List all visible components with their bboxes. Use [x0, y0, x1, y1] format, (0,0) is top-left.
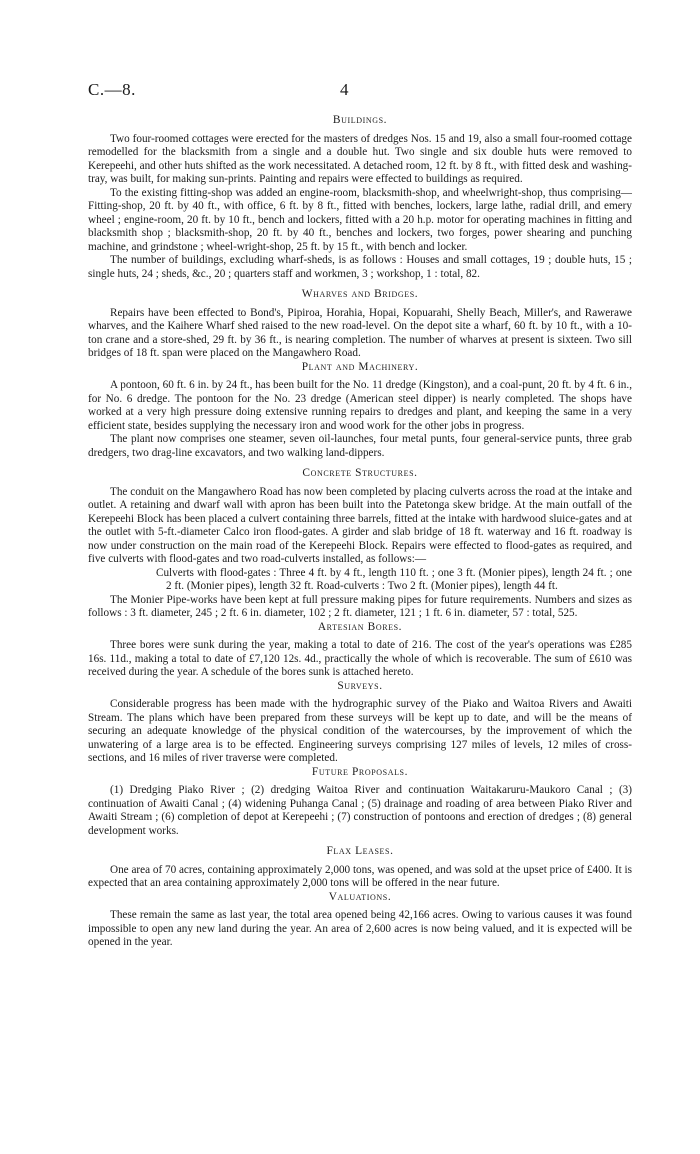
paragraph: Three bores were sunk during the year, making a total to date of 216. The cost of the year's operations was £285 16s. 11d., making a total to date of £7,120 12s. 4d., practically the whole of which is recoverable. The sum of £610 was received during the year. A schedule of the bores sunk is attached hereto.: [88, 639, 632, 678]
paragraph: (1) Dredging Piako River ; (2) dredging Waitoa River and continuation Waitakaruru-Maukoro Canal ; (3) continuation of Awaiti Canal ; (4) widening Puhanga Canal ; (5) drainage and roading of area between Piako River and Awaiti Stream ; (6) completion of depot at Kerepeehi ; (7) construction of pontoons and erection of dredges ; (8) general development works.: [88, 784, 632, 837]
section-concrete-structures: [88, 467, 632, 621]
section-heading: Concrete Structures.: [302, 467, 418, 479]
section-heading: Surveys.: [337, 679, 383, 692]
paragraph: The conduit on the Mangawhero Road has now been completed by placing culverts across the road at the intake and outlet. A retaining and dwarf wall with apron has been built into the Patetonga skew bridge. At the main outfall of the Kerepeehi Block has been placed a culvert containing three barrels, fitted at the intake with hardwood sluice-gates and at the outlet with 5-ft.-diameter Calco iron flood-gates. A girder and slab bridge of 18 ft. waterway and 16 ft. roadway is now under construction on the main road of the Kerepeehi Block. Repairs were effected to flood-gates as required, and five culverts with flood-gates and two road-culverts installed, as follows:—: [88, 485, 632, 565]
paragraph: One area of 70 acres, containing approximately 2,000 tons, was opened, and was sold at the upset price of £400. It is expected that an area containing approximately 2,000 tons will be offered in the near future.: [88, 863, 632, 889]
paragraph: The number of buildings, excluding wharf-sheds, is as follows : Houses and small cottages, 19 ; double huts, 15 ; single huts, 24 ; sheds, &c., 20 ; quarters staff and workmen, 3 ; workshop, 1 : total, 82.: [88, 254, 632, 280]
paragraph: Repairs have been effected to Bond's, Pipiroa, Horahia, Hopai, Kopuarahi, Shelly Beach, Miller's, and Rawerawe wharves, and the Kaihere Wharf shed raised to the new road-level. On the depot site a wharf, 60 ft. by 10 ft., with a 10-ton crane and a store-shed, 29 ft. by 36 ft., is nearing completion. The number of wharves at present is sixteen. Two sill bridges of 18 ft. span were placed on the Mangawhero Road.: [88, 306, 632, 359]
section-heading: Wharves and Bridges.: [301, 288, 419, 300]
section-flax-leases: [88, 845, 632, 891]
paragraph: The plant now comprises one steamer, seven oil-launches, four metal punts, four general-service punts, three grab dredgers, two drag-line excavators, and two walking land-dippers.: [88, 433, 632, 459]
section-wharves-bridges: [88, 288, 632, 361]
section-heading: Plant and Machinery.: [301, 360, 419, 373]
paragraph: Two four-roomed cottages were erected for the masters of dredges Nos. 15 and 19, also a small four-roomed cottage remodelled for the blacksmith from a single and a double hut. Two single and six double huts were removed to Kerepeehi, and other huts shifted as the work necessitated. A detached room, 12 ft. by 8 ft., with fitted desk and washing-tray, was built, for making sun-prints. Painting and repairs were effected to buildings as required.: [88, 132, 632, 185]
section-heading: Artesian Bores.: [317, 620, 403, 633]
page-number: 4: [340, 80, 349, 99]
paragraph: Considerable progress has been made with the hydrographic survey of the Piako and Waitoa Rivers and Awaiti Stream. The plans which have been prepared from these surveys will be kept up to date, and will be the means of securing an adequate knowledge of the physical condition of the watercourses, by the improvement of which the unwatering of a large area is to be effected. Engineering surveys comprising 127 miles of levels, 12 miles of cross-sections, and 16 miles of river traverse were completed.: [88, 698, 632, 764]
section-surveys: [88, 680, 632, 766]
report-code: C.—8.: [88, 80, 136, 99]
paragraph: To the existing fitting-shop was added an engine-room, blacksmith-shop, and wheelwright-shop, thus comprising—Fitting-shop, 20 ft. by 40 ft., with office, 6 ft. by 8 ft., fitted with benches, lockers, large lathe, radial drill, and emery wheel ; engine-room, 20 ft. by 10 ft., bench and lockers, fitted with a 20 h.p. motor for operating machines in fitting and blacksmith shop ; blacksmith-shop, 20 ft. by 40 ft., benches and lockers, two forges, power shearing and punching machine, and grindstone ; wheel-wright-shop, 25 ft. by 15 ft., with bench and locker.: [88, 186, 632, 253]
section-heading: Flax Leases.: [326, 845, 394, 857]
paragraph: The Monier Pipe-works have been kept at full pressure making pipes for future requirements. Numbers and sizes as follows : 3 ft. diameter, 245 ; 2 ft. 6 in. diameter, 102 ; 2 ft. diameter, 121 ; 1 ft. 6 in. diameter, 57 : total, 525.: [88, 593, 632, 619]
section-heading: Valuations.: [328, 890, 392, 903]
section-valuations: [88, 891, 632, 950]
report-body: [88, 114, 632, 950]
section-plant-machinery: [88, 361, 632, 461]
section-future-proposals: [88, 766, 632, 839]
section-heading: Future Proposals.: [311, 765, 409, 778]
culvert-list: Culverts with flood-gates : Three 4 ft. by 4 ft., length 110 ft. ; one 3 ft. (Monier pipes), length 24 ft. ; one 2 ft. (Monier pipes), length 32 ft. Road-culverts : Two 2 ft. (Monier pipes), length 44 ft.: [156, 566, 632, 592]
paragraph: A pontoon, 60 ft. 6 in. by 24 ft., has been built for the No. 11 dredge (Kingston), and a coal-punt, 20 ft. by 4 ft. 6 in., for No. 6 dredge. The pontoon for the No. 23 dredge (American steel dipper) is nearly completed. The shops have worked at a very high pressure doing extensive running repairs to dredges and plant, and keeping the same in a very efficient state, besides supplying the necessary iron and wood work for the other jobs in progress.: [88, 379, 632, 432]
paragraph: These remain the same as last year, the total area opened being 42,166 acres. Owing to various causes it was found impossible to open any new land during the year. An area of 2,600 acres is now being valued, and it is expected will be opened in the year.: [88, 909, 632, 948]
section-buildings: [88, 114, 632, 281]
section-heading: Buildings.: [332, 114, 388, 126]
section-artesian-bores: [88, 621, 632, 680]
